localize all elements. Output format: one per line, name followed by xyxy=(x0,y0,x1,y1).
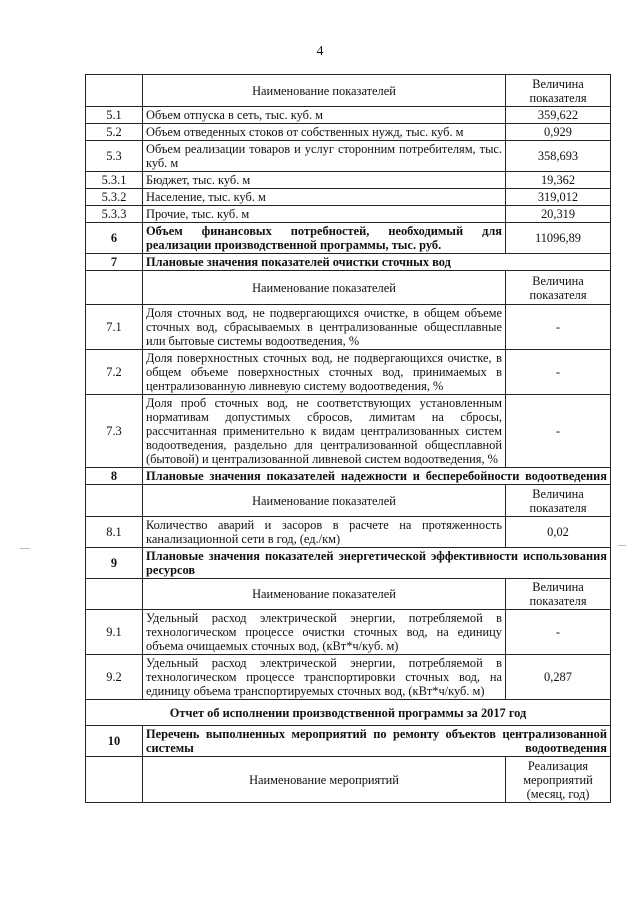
section-row-9 xyxy=(86,548,611,579)
header-value: Величина показателя xyxy=(506,75,611,107)
scan-mark xyxy=(20,548,30,549)
row-name: Доля проб сточных вод, не соответствующих установленным нормативам допустимых сбросов, лимитам на сбросы, рассчитанная применительно к видам централизованных систем водоотведения, раздельно для централизованной общесплавной (бытовой) и централизованной ливневой систем водоотведения, % xyxy=(143,395,506,468)
row-name: Объем отведенных стоков от собственных нужд, тыс. куб. м xyxy=(143,124,506,141)
section-row-8 xyxy=(86,468,611,485)
row-value: 0,287 xyxy=(506,655,611,700)
header-num-cell xyxy=(86,757,143,803)
row-name: Доля поверхностных сточных вод, не подвергающихся очистке, в общем объеме поверхностных сточных вод, принимаемых в централизованную ливневую систему водоотведения, % xyxy=(143,350,506,395)
section-number: 10 xyxy=(86,726,143,757)
header-num-cell xyxy=(86,579,143,610)
header-num-cell xyxy=(86,271,143,305)
table-row xyxy=(86,350,611,395)
table-row xyxy=(86,305,611,350)
table-header-row xyxy=(86,757,611,803)
row-name: Количество аварий и засоров в расчете на протяженность канализационной сети в год, (ед./км) xyxy=(143,517,506,548)
page-number: 4 xyxy=(316,44,324,59)
table-row xyxy=(86,189,611,206)
report-title-row xyxy=(86,700,611,726)
header-num-cell xyxy=(86,485,143,517)
header-realization: Реализация мероприятий (месяц, год) xyxy=(506,757,611,803)
report-title: Отчет об исполнении производственной программы за 2017 год xyxy=(86,700,611,726)
table-header-row xyxy=(86,485,611,517)
indicators-table xyxy=(85,74,611,803)
row-number: 6 xyxy=(86,223,143,254)
row-name: Объем отпуска в сеть, тыс. куб. м xyxy=(143,107,506,124)
table-row xyxy=(86,610,611,655)
row-number: 7.1 xyxy=(86,305,143,350)
table-row xyxy=(86,206,611,223)
row-value: 11096,89 xyxy=(506,223,611,254)
header-name: Наименование показателей xyxy=(143,75,506,107)
table-header-row xyxy=(86,579,611,610)
section-number: 7 xyxy=(86,254,143,271)
row-value: - xyxy=(506,610,611,655)
row-value: 359,622 xyxy=(506,107,611,124)
row-value: 19,362 xyxy=(506,172,611,189)
row-number: 9.1 xyxy=(86,610,143,655)
row-value: - xyxy=(506,305,611,350)
table-row xyxy=(86,172,611,189)
row-number: 8.1 xyxy=(86,517,143,548)
header-num-cell xyxy=(86,75,143,107)
row-name: Объем финансовых потребностей, необходимый для реализации производственной программы, тыс. руб. xyxy=(143,223,506,254)
row-number: 5.1 xyxy=(86,107,143,124)
section-title: Перечень выполненных мероприятий по ремонту объектов централизованной системы водоотведения xyxy=(143,726,611,757)
table-header-row xyxy=(86,75,611,107)
section-title: Плановые значения показателей надежности и бесперебойности водоотведения xyxy=(143,468,611,485)
header-name: Наименование показателей xyxy=(143,271,506,305)
table-row xyxy=(86,517,611,548)
header-value: Величина показателя xyxy=(506,485,611,517)
row-name: Удельный расход электрической энергии, потребляемой в технологическом процессе очистки сточных вод, на единицу объема очищаемых сточных вод, (кВт*ч/куб. м) xyxy=(143,610,506,655)
section-number: 8 xyxy=(86,468,143,485)
row-number: 5.3.1 xyxy=(86,172,143,189)
row-number: 5.3 xyxy=(86,141,143,172)
row-name: Удельный расход электрической энергии, потребляемой в технологическом процессе транспортировки сточных вод, на единицу объема транспортируемых сточных вод, (кВт*ч/куб. м) xyxy=(143,655,506,700)
scan-mark xyxy=(618,545,626,546)
section-row-7 xyxy=(86,254,611,271)
header-value: Величина показателя xyxy=(506,271,611,305)
row-number: 5.3.3 xyxy=(86,206,143,223)
table-row-financial-needs xyxy=(86,223,611,254)
table-row xyxy=(86,124,611,141)
row-name: Объем реализации товаров и услуг сторонним потребителям, тыс. куб. м xyxy=(143,141,506,172)
table-row xyxy=(86,655,611,700)
row-value: 0,929 xyxy=(506,124,611,141)
row-number: 5.3.2 xyxy=(86,189,143,206)
table-row xyxy=(86,107,611,124)
row-name: Население, тыс. куб. м xyxy=(143,189,506,206)
row-value: 358,693 xyxy=(506,141,611,172)
row-value: 20,319 xyxy=(506,206,611,223)
row-value: 0,02 xyxy=(506,517,611,548)
row-name: Доля сточных вод, не подвергающихся очистке, в общем объеме сточных вод, сбрасываемых в централизованные общесплавные или бытовые системы водоотведения, % xyxy=(143,305,506,350)
header-measure: Наименование мероприятий xyxy=(143,757,506,803)
row-number: 9.2 xyxy=(86,655,143,700)
header-name: Наименование показателей xyxy=(143,579,506,610)
table-row xyxy=(86,141,611,172)
section-number: 9 xyxy=(86,548,143,579)
section-row-10 xyxy=(86,726,611,757)
row-name: Бюджет, тыс. куб. м xyxy=(143,172,506,189)
table-row xyxy=(86,395,611,468)
row-number: 7.3 xyxy=(86,395,143,468)
section-title: Плановые значения показателей энергетической эффективности использования ресурсов xyxy=(143,548,611,579)
row-value: - xyxy=(506,350,611,395)
table-header-row xyxy=(86,271,611,305)
row-value: 319,012 xyxy=(506,189,611,206)
row-number: 5.2 xyxy=(86,124,143,141)
row-name: Прочие, тыс. куб. м xyxy=(143,206,506,223)
header-name: Наименование показателей xyxy=(143,485,506,517)
header-value: Величина показателя xyxy=(506,579,611,610)
row-number: 7.2 xyxy=(86,350,143,395)
row-value: - xyxy=(506,395,611,468)
section-title: Плановые значения показателей очистки сточных вод xyxy=(143,254,611,271)
